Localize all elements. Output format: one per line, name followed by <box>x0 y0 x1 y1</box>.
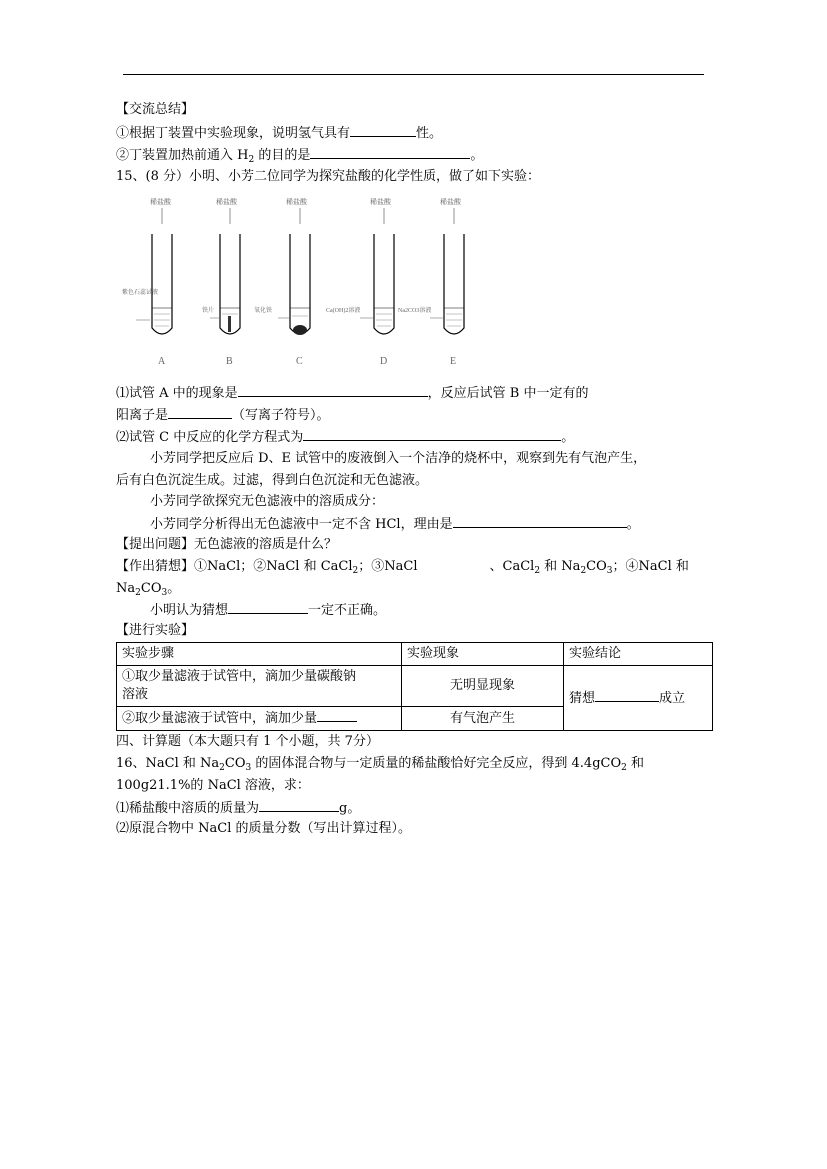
answer-blank-q2[interactable] <box>310 146 470 159</box>
q16-part1 <box>116 799 360 818</box>
q15-guesses <box>116 558 689 576</box>
subscript: 3 <box>606 566 613 576</box>
q16-part2: ⑵原混合物中 NaCl 的质量分数（写出计算过程）。 <box>116 821 411 836</box>
header-rule <box>123 74 704 75</box>
tube-c-top-label: 稀盐酸 <box>286 198 307 206</box>
q15-para4-text: 小芳同学分析得出无色滤液中一定不含 HCl，理由是 <box>150 517 453 532</box>
conclusion-prefix: 猜想 <box>569 690 596 706</box>
q16-line1 <box>116 755 644 773</box>
q15-para4-suffix: 。 <box>626 517 640 532</box>
summary-q2-mid: 的目的是 <box>254 148 311 163</box>
q15-intro: 15、(8 分）小明、小芳二位同学为探究盐酸的化学性质，做了如下实验： <box>116 169 541 184</box>
q16-l1-d: 和 <box>626 756 644 771</box>
xiaoming-text: 小明认为猜想 <box>150 603 229 618</box>
subscript: 3 <box>245 763 252 773</box>
q16-l1-b: CO <box>224 756 246 771</box>
tube-c-side-label: 氧化铁 <box>254 308 273 314</box>
row1-step-b: 溶液 <box>122 687 149 702</box>
q16-l1-a: 16、NaCl 和 Na <box>116 756 220 771</box>
q15-guesses-line2 <box>116 580 180 598</box>
q15-part1b-suffix: （写离子符号）。 <box>232 408 330 423</box>
tube-e-top-label: 稀盐酸 <box>440 198 461 206</box>
row1-step-a: ①取少量滤液于试管中，滴加少量碳酸钠 <box>122 669 357 684</box>
tube-b <box>202 197 240 367</box>
q15-part1-text: ⑴试管 A 中的现象是 <box>116 386 238 401</box>
summary-q1-suffix: 性。 <box>416 126 443 141</box>
answer-blank-reason[interactable] <box>453 515 627 528</box>
subscript: 2 <box>352 566 359 576</box>
summary-heading: 【交流总结】 <box>116 102 195 117</box>
subscript: 2 <box>248 155 255 165</box>
guess-b: ；③NaCl <box>358 559 418 574</box>
tube-d-side-label: Ca(OH)2溶液 <box>326 308 361 314</box>
q16-l1-c: 的固体混合物与一定质量的稀盐酸恰好完全反应，得到 4.4gCO <box>251 756 622 771</box>
table-row <box>117 666 713 707</box>
guess-f: ；④NaCl 和 <box>612 559 689 574</box>
answer-blank-equation[interactable] <box>303 428 561 441</box>
conclusion-cell <box>564 666 713 731</box>
tube-d <box>326 197 394 367</box>
q15-part2-suffix: 。 <box>561 430 575 445</box>
subscript: 2 <box>219 763 225 773</box>
conclusion-suffix: 成立 <box>659 690 686 706</box>
guess-c: 、CaCl <box>489 559 535 574</box>
tube-a-top-label: 稀盐酸 <box>150 198 171 206</box>
summary-q1-text: ①根据丁装置中实验现象，说明氢气具有 <box>116 126 351 141</box>
xiaoming-suffix: 一定不正确。 <box>308 603 387 618</box>
summary-q2-text: ②丁装置加热前通入 H <box>116 148 249 163</box>
row2-step <box>117 707 402 731</box>
subscript: 3 <box>161 588 168 598</box>
tube-c <box>254 197 310 367</box>
q15-part2 <box>116 428 574 447</box>
row2-step-text: ②取少量滤液于试管中，滴加少量 <box>122 711 318 726</box>
guess2-a: Na <box>116 581 136 596</box>
summary-q2-end: 。 <box>470 148 484 163</box>
q15-xiaoming <box>150 601 386 620</box>
answer-blank-q1[interactable] <box>350 124 416 137</box>
row2-phenomenon: 有气泡产生 <box>402 707 564 731</box>
row1-phenomenon: 无明显现象 <box>402 666 564 707</box>
experiment-table <box>116 642 713 731</box>
tube-a-side-label: 紫色石蕊试液 <box>122 290 159 296</box>
q15-para4 <box>150 515 640 534</box>
answer-blank-tube-a[interactable] <box>238 384 428 397</box>
q16-part1-text: ⑴稀盐酸中溶质的质量为 <box>116 801 260 816</box>
tube-a <box>122 197 172 367</box>
subscript: 2 <box>534 566 541 576</box>
summary-q1 <box>116 124 442 143</box>
q15-question: 【提出问题】无色滤液的溶质是什么？ <box>116 537 338 552</box>
test-tubes-figure <box>122 192 500 372</box>
row1-step <box>117 666 402 707</box>
guess-a: 【作出猜想】①NaCl；②NaCl 和 CaCl <box>116 559 353 574</box>
summary-q2 <box>116 146 483 165</box>
q15-para1: 小芳同学把反应后 D、E 试管中的废液倒入一个洁净的烧杯中，观察到先有气泡产生， <box>150 451 647 466</box>
tube-a-letter: A <box>158 356 166 367</box>
q15-part1-mid: ，反应后试管 B 中一定有的 <box>427 386 589 401</box>
q15-para2: 后有白色沉淀生成。过滤，得到白色沉淀和无色滤液。 <box>116 473 429 488</box>
answer-blank-cation[interactable] <box>168 406 232 419</box>
header-phenomenon: 实验现象 <box>402 643 564 666</box>
table-header-row <box>117 643 713 666</box>
guess-e: CO <box>586 559 607 574</box>
tube-d-top-label: 稀盐酸 <box>370 198 391 206</box>
q15-part2-text: ⑵试管 C 中反应的化学方程式为 <box>116 430 304 445</box>
guess2-b: CO <box>140 581 162 596</box>
tube-b-side-label: 铁片 <box>202 308 215 314</box>
tube-e-letter: E <box>450 356 457 367</box>
subscript: 2 <box>580 566 587 576</box>
q15-part1b-text: 阳离子是 <box>116 408 169 423</box>
header-conclusion: 实验结论 <box>564 643 713 666</box>
section4-heading: 四、计算题（本大题只有 1 个小题，共 7分） <box>116 734 379 749</box>
q15-part1 <box>116 384 588 403</box>
answer-blank-mass[interactable] <box>259 799 339 812</box>
guess2-c: 。 <box>167 581 181 596</box>
q16-part1-suffix: g。 <box>339 801 361 816</box>
guess-d: 和 Na <box>540 559 581 574</box>
tube-b-top-label: 稀盐酸 <box>216 198 237 206</box>
tube-e <box>398 197 464 367</box>
subscript: 2 <box>135 588 141 598</box>
subscript: 2 <box>621 763 627 773</box>
answer-blank-reagent[interactable] <box>317 709 357 722</box>
q15-para3: 小芳同学欲探究无色滤液中的溶质成分： <box>150 494 385 509</box>
tube-e-side-label: Na2CO3溶液 <box>398 308 432 314</box>
q15-part1b <box>116 406 330 425</box>
tube-d-letter: D <box>380 356 388 367</box>
answer-blank-guess[interactable] <box>228 601 308 614</box>
q16-line2: 100g21.1%的 NaCl 溶液，求： <box>116 778 310 793</box>
tube-b-letter: B <box>226 356 233 367</box>
header-step: 实验步骤 <box>117 643 402 666</box>
answer-blank-conclusion[interactable] <box>595 689 659 702</box>
exp-heading: 【进行实验】 <box>116 623 195 638</box>
tube-c-letter: C <box>296 356 303 367</box>
